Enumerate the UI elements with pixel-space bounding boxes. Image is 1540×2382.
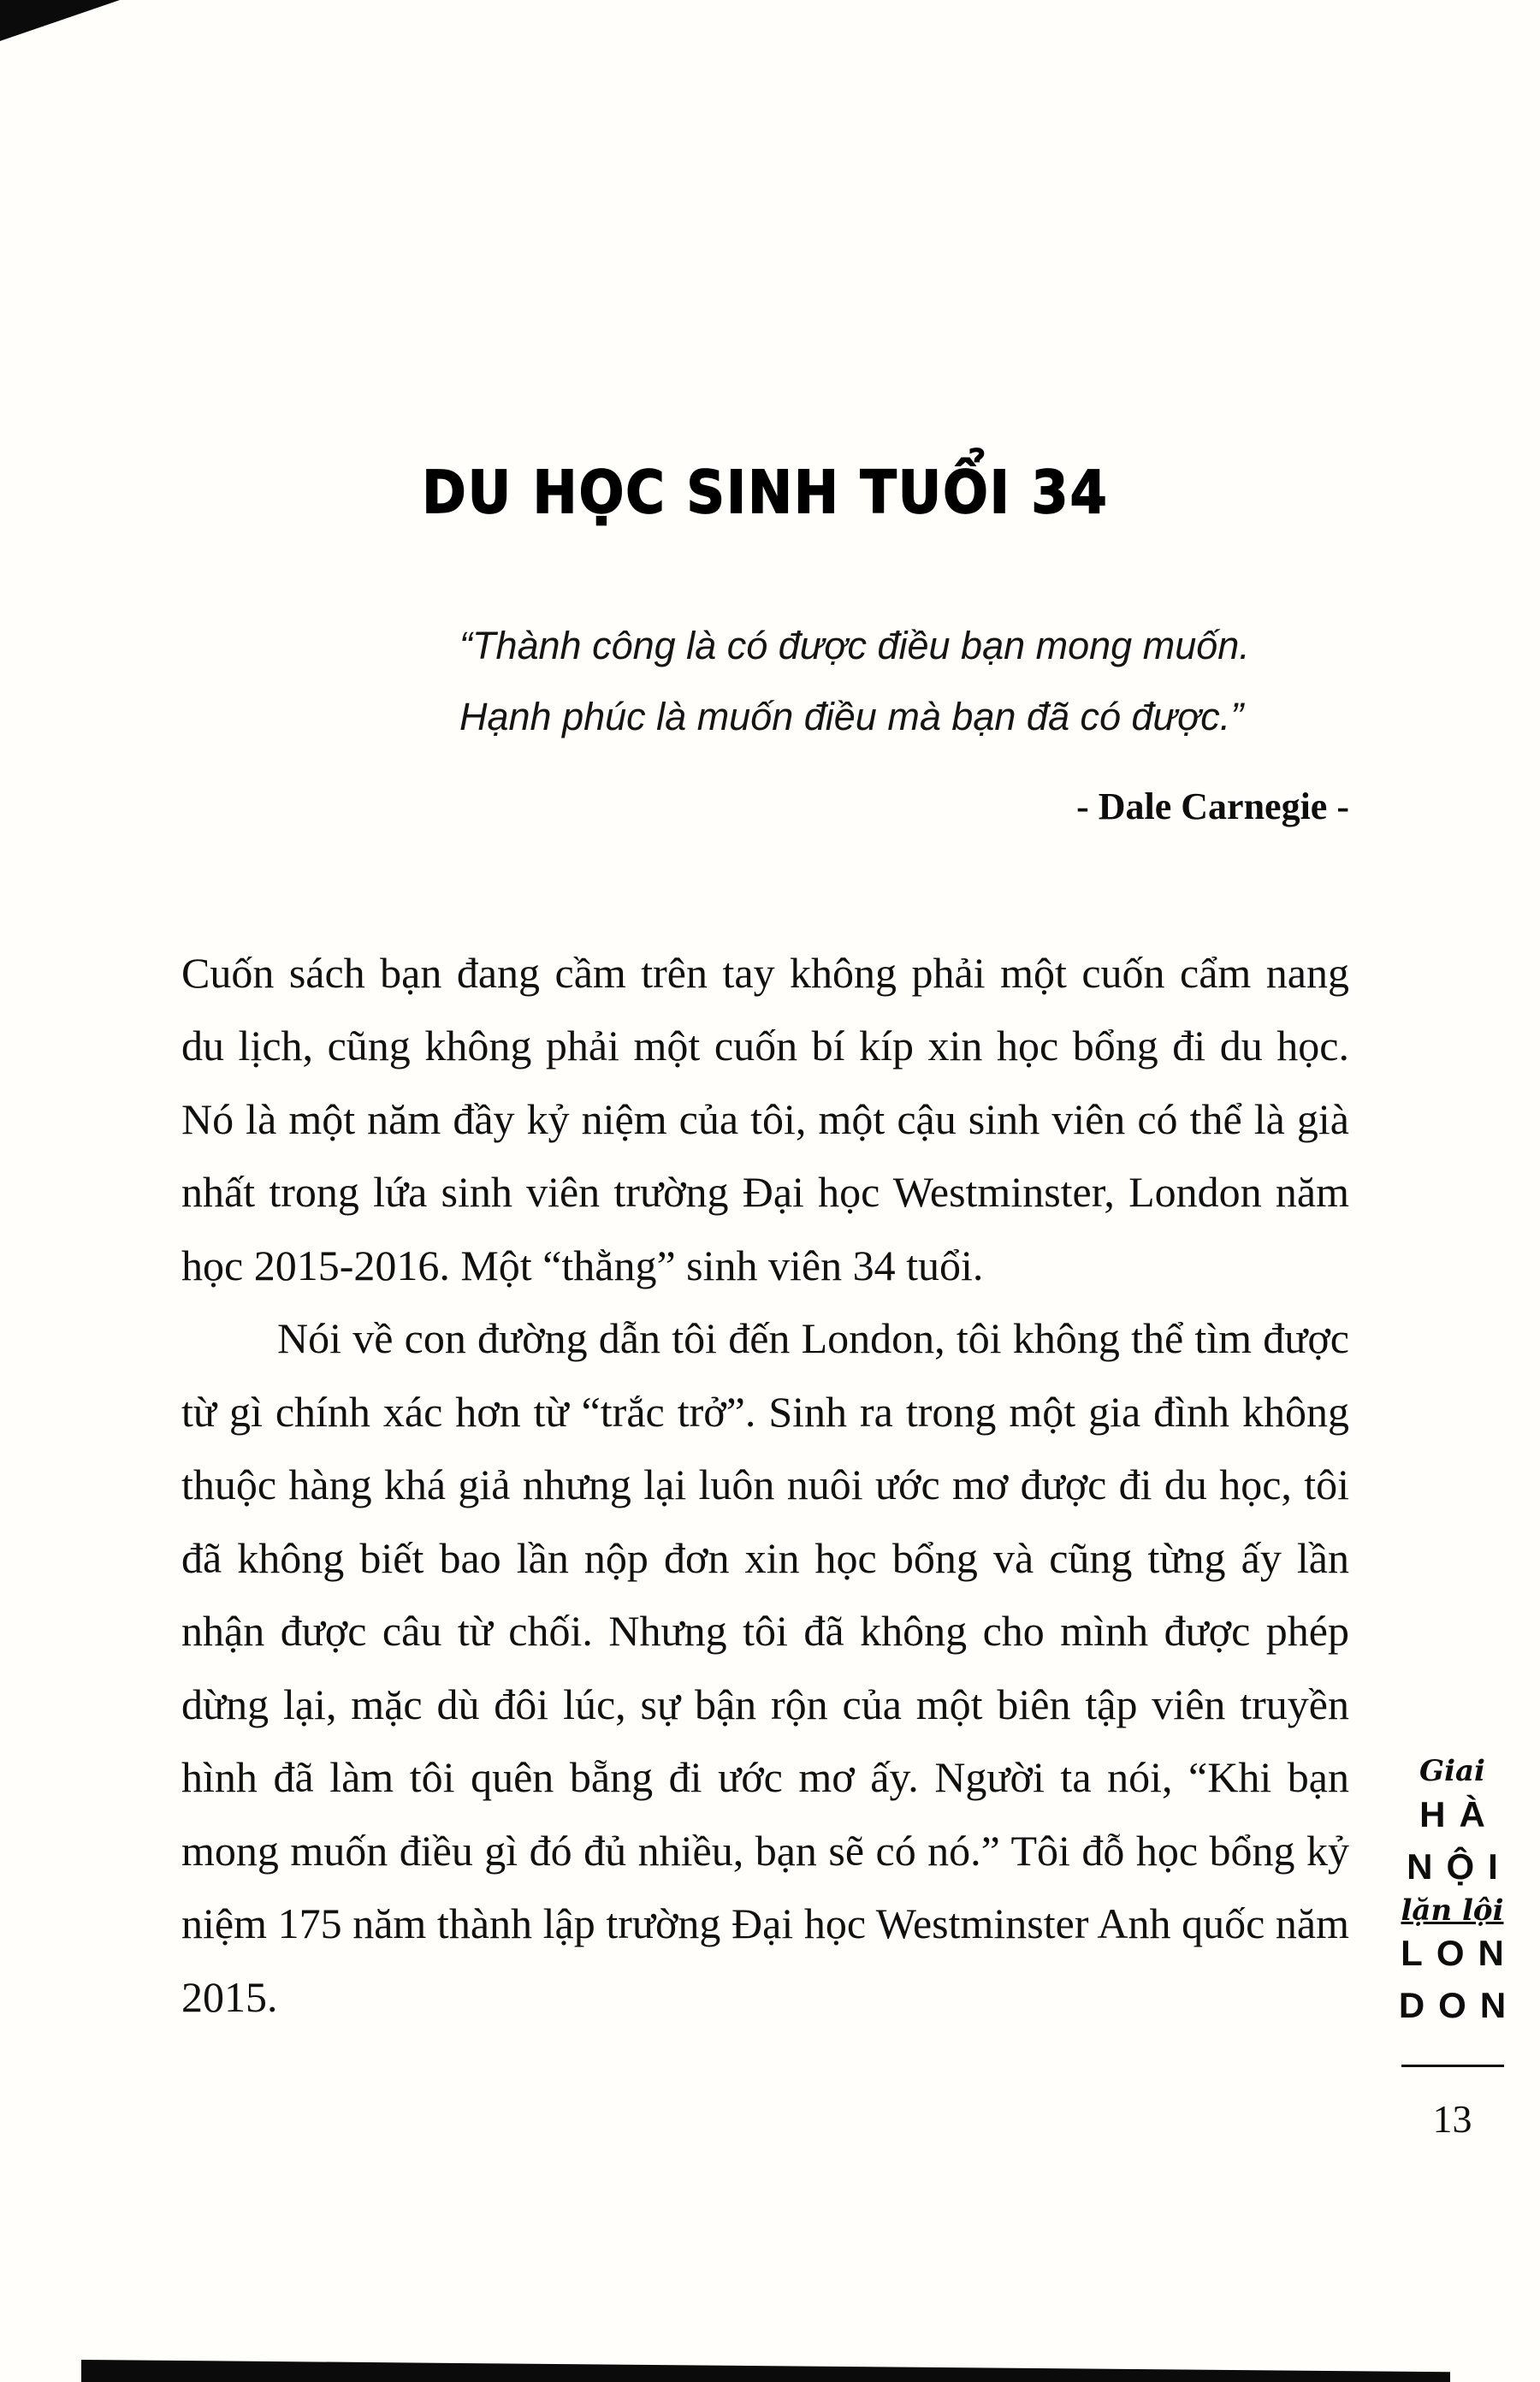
paragraph-1: Cuốn sách bạn đang cầm trên tay không phải một cuốn cẩm nang du lịch, cũng không phải một cuốn bí kíp xin học bổng đi du học. Nó là một năm đầy kỷ niệm của tôi, một cậu sinh viên có thể là già nhất trong lứa sinh viên trường Đại học Westminster, London năm học 2015-2016. Một “thằng” sinh viên 34 tuổi. — [181, 948, 1349, 1289]
page-number: 13 — [1432, 2097, 1472, 2142]
epigraph-line-2: Hạnh phúc là muốn điều mà bạn đã có được.” — [459, 695, 1244, 739]
page-content-column — [181, 458, 1349, 2034]
brand-title-line-noi: NỘI — [1407, 1846, 1512, 1887]
epigraph-quote — [181, 610, 1349, 841]
paragraph-2: Nói về con đường dẫn tôi đến London, tôi không thể tìm được từ gì chính xác hơn từ “trắc trở”. Sinh ra trong một gia đình không thuộc hàng khá giả nhưng lại luôn nuôi ước mơ được đi du học, tôi đã không biết bao lần nộp đơn xin học bổng và cũng từng ấy lần nhận được câu từ chối. Nhưng tôi đã không cho mình được phép dừng lại, mặc dù đôi lúc, sự bận rộn của một biên tập viên truyền hình đã làm tôi quên bẵng đi ước mơ ấy. Người ta nói, “Khi bạn mong muốn điều gì đó đủ nhiều, bạn sẽ có nó.” Tôi đỗ học bổng kỷ niệm 175 năm thành lập trường Đại học Westminster Anh quốc năm 2015. — [181, 1314, 1349, 2021]
brand-script-word-bottom: lặn lội — [1401, 1893, 1504, 1928]
book-spine-branding — [1369, 1754, 1536, 2142]
scan-corner-mark — [0, 0, 120, 41]
chapter-title: DU HỌC SINH TUỔI 34 — [422, 458, 1109, 527]
body-text — [181, 937, 1349, 2035]
brand-title-line-lon: LON — [1401, 1933, 1518, 1974]
brand-script-word-top: Giai — [1419, 1754, 1485, 1788]
footer-rule — [1401, 2065, 1504, 2067]
epigraph-line-1: “Thành công là có được điều bạn mong muốn. — [459, 624, 1250, 667]
scan-edge-mark — [81, 2360, 1450, 2382]
brand-title-line-don: DON — [1398, 1985, 1520, 2026]
epigraph-attribution: - Dale Carnegie - — [1076, 785, 1349, 827]
brand-title-line-ha: HÀ — [1419, 1793, 1499, 1834]
